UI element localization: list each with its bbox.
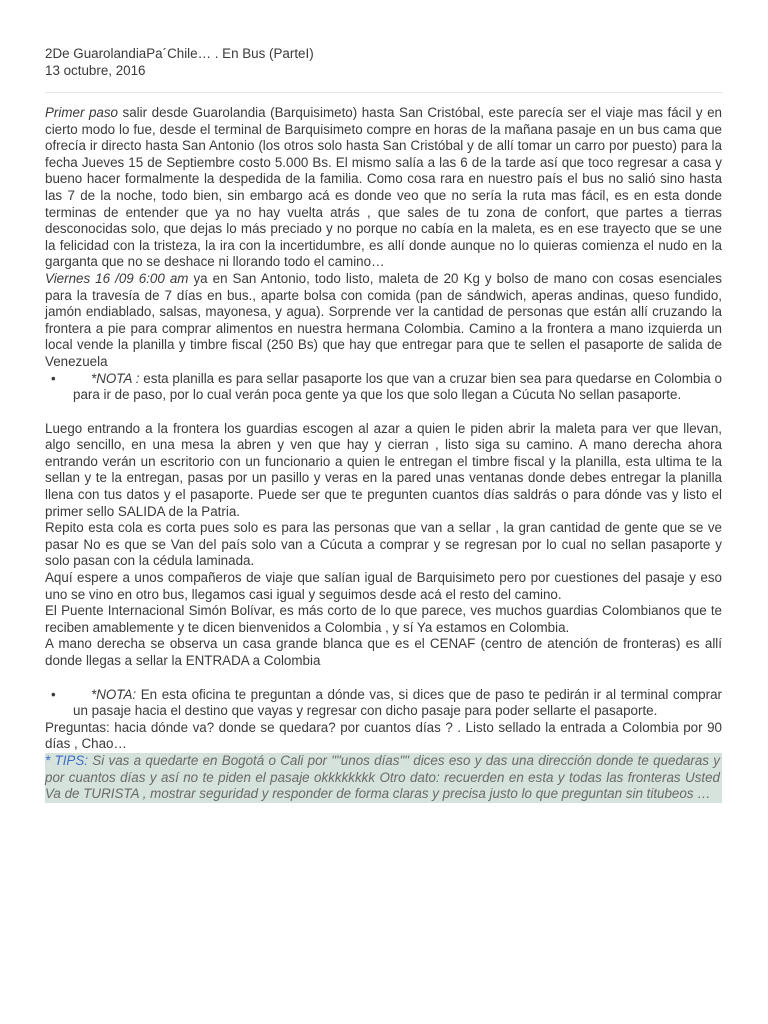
paragraph-2-text: ya en San Antonio, todo listo, maleta de 20 Kg y bolso de mano con cosas esenciales para la travesía de 7 días en bus., aparte bolsa con comida (pan de sándwich, aperas andinas, queso fundido, jamón endiablado, salsas, mayonesa, y agua). Sorprende ver la cantidad de personas que están allí cruzando la frontera a pie para comprar alimentos en nuestra hermana Colombia. Camino a la frontera a mano izquierda un local vende la planilla y timbre fiscal (250 Bs) que hay que entregar para que te sellen el pasaporte de salida de Venezuela xyxy=(45,270,722,369)
paragraph-4: Repito esta cola es corta pues solo es para las personas que van a sellar , la gran cantidad de gente que se ve pasar No es que se Van del país solo van a Cúcuta a comprar y se regresan por lo cual no sellan pasaporte y solo pasan con la cédula laminada. xyxy=(45,520,722,569)
tips-label: * TIPS: xyxy=(45,752,88,768)
note-1-lead: *NOTA : xyxy=(91,370,140,386)
note-2-text: En esta oficina te preguntan a dónde vas, si dices que de paso te pedirán ir al terminal comprar un pasaje hacia el destino que vayas y regresar con dicho pasaje para poder sellarte el pasaporte. xyxy=(73,686,722,719)
document-page xyxy=(45,45,722,803)
note-1-text: esta planilla es para sellar pasaporte los que van a cruzar bien sea para quedarse en Colombia o para ir de paso, por lo cual verán poca gente ya que los que solo llegan a Cúcuta No sellan pasaporte. xyxy=(73,370,722,403)
paragraph-1 xyxy=(45,105,722,271)
paragraph-8: Preguntas: hacia dónde va? donde se quedara? por cuantos días ? . Listo sellado la entrada a Colombia por 90 días , Chao… xyxy=(45,719,722,752)
bullet-icon: • xyxy=(51,686,56,702)
paragraph-2-lead: Viernes 16 /09 6:00 am xyxy=(45,270,189,286)
paragraph-2 xyxy=(45,271,722,371)
note-2-lead: *NOTA: xyxy=(91,686,137,702)
note-2 xyxy=(45,687,722,720)
tips-text: Si vas a quedarte en Bogotá o Cali por ""unos días"" dices eso y das una dirección donde te quedaras y por cuantos días y así no te piden el pasaje okkkkkkkk Otro dato: recuerden en esta y todas las fronteras Usted Va de TURISTA , mostrar seguridad y responder de forma claras y precisa justo lo que preguntan sin titubeos … xyxy=(45,752,720,802)
spacer xyxy=(45,670,722,687)
paragraph-7: A mano derecha se observa un casa grande blanca que es el CENAF (centro de atención de fronteras) es allí donde llegas a sellar la ENTRADA a Colombia xyxy=(45,636,722,668)
tips-box xyxy=(45,753,722,803)
bullet-icon: • xyxy=(51,370,56,386)
paragraph-3: Luego entrando a la frontera los guardias escogen al azar a quien le piden abrir la maleta para ver que llevan, algo sencillo, en una mesa la abren y ven que hay y cierran , listo siga su camino. A mano derecha ahora entrando verán un escritorio con un funcionario a quien le entregan el timbre fiscal y la planilla, esta ultima te la sellan y te la entregan, pasas por un pasillo y veras en la pared unas ventanas donde debes entregar la planilla llena con tus datos y el pasaporte. Puede ser que te pregunten cuantos días saldrás o para dónde vas y listo el primer sello SALIDA de la Patria. xyxy=(45,420,722,519)
spacer xyxy=(45,404,722,421)
paragraph-6: El Puente Internacional Simón Bolívar, es más corto de lo que parece, ves muchos guardias Colombianos que te reciben amablemente y te dicen bienvenidos a Colombia , y sí Ya estamos en Colombia. xyxy=(45,603,722,635)
post-date: 13 octubre, 2016 xyxy=(45,63,146,78)
note-1 xyxy=(45,371,722,404)
post-title: 2De GuarolandiaPa´Chile… . En Bus (ParteI) xyxy=(45,46,314,61)
paragraph-1-lead: Primer paso xyxy=(45,105,118,120)
paragraph-5: Aquí espere a unos compañeros de viaje que salían igual de Barquisimeto pero por cuestiones del pasaje y eso uno se vino en otro bus, llegamos casi igual y seguimos desde acá el resto del camino. xyxy=(45,570,722,602)
paragraph-1-text: salir desde Guarolandia (Barquisimeto) hasta San Cristóbal, este parecía ser el viaje mas fácil y en cierto modo lo fue, desde el terminal de Barquisimeto compre en horas de la mañana pasaje en un bus cama que ofrecía ir directo hasta San Antonio (los otros solo hasta San Cristóbal y de allí tomar un carro por puesto) para la fecha Jueves 15 de Septiembre costo 5.000 Bs. El mismo salía a las 6 de la tarde así que toco regresar a casa y bueno hacer formalmente la despedida de la familia. Como cosa rara en nuestro país el bus no salió sino hasta las 7 de la noche, todo bien, sin embargo acá es donde veo que no sería la ruta mas fácil, es en esta donde terminas de entender que ya no hay vuelta atrás , que sales de tu zona de confort, que partes a tierras desconocidas solo, que dejas lo más preciado y no porque no cabía en la maleta, es en ese trayecto que se une la felicidad con la tristeza, la ira con la incertidumbre, es allí donde aunque no lo quieras comienza el nudo en la garganta que no se deshace ni llorando todo el camino… xyxy=(45,105,722,270)
header-divider xyxy=(45,92,722,93)
